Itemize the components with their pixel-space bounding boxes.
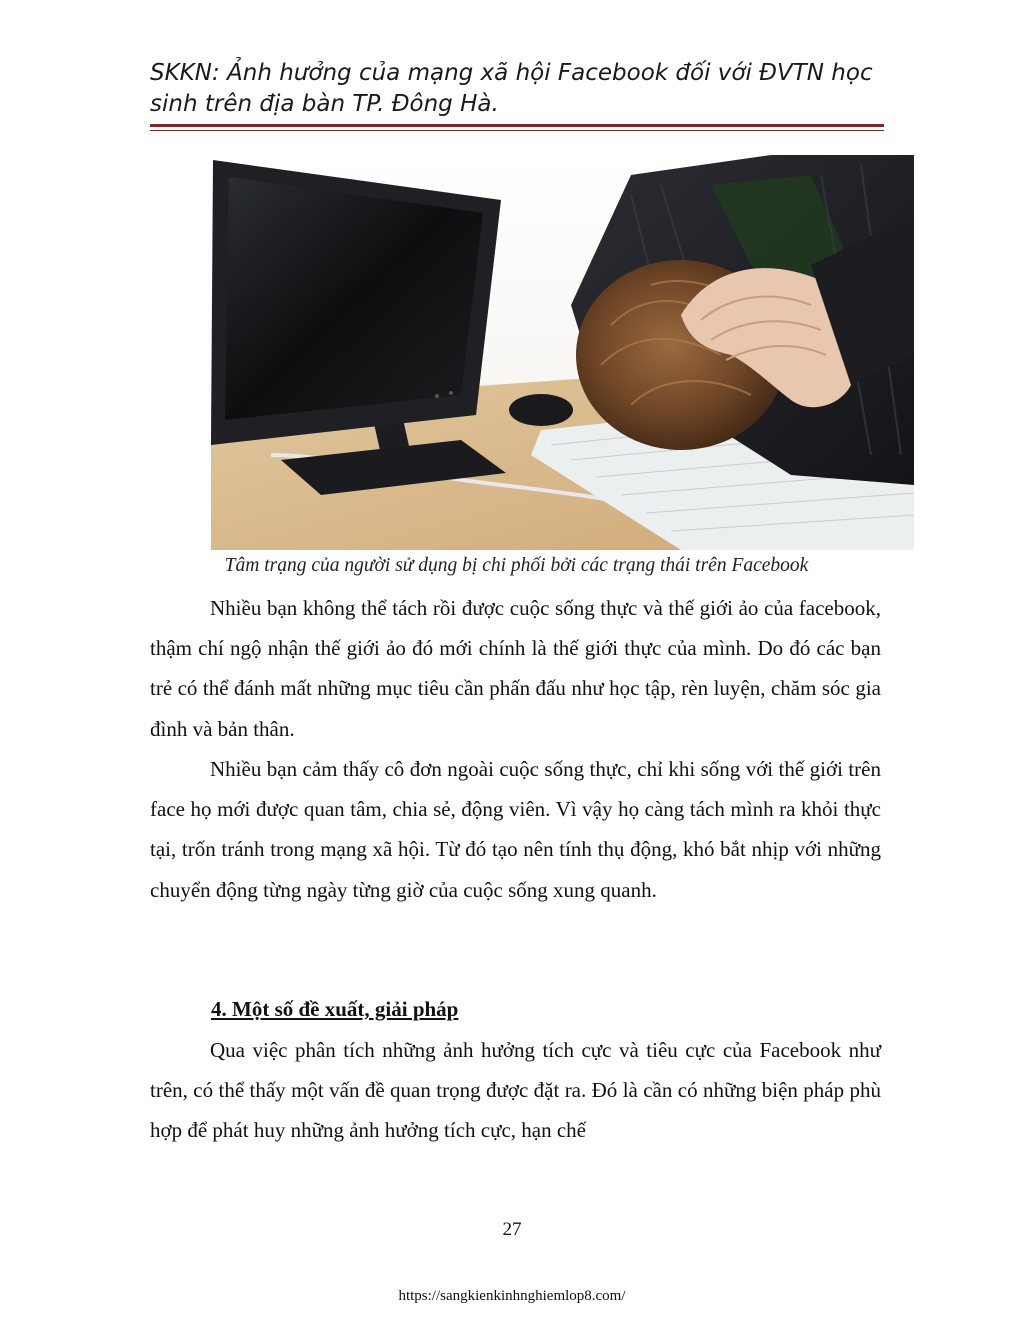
figure-caption: Tâm trạng của người sử dụng bị chi phối bởi các trạng thái trên Facebook	[224, 555, 809, 576]
header-rule-thick	[150, 124, 884, 127]
page-header-title: SKKN: Ảnh hưởng của mạng xã hội Facebook đối với ĐVTN học sinh trên địa bàn TP. Đông Hà.	[150, 60, 873, 117]
body-paragraph: Nhiều bạn không thể tách rồi được cuộc sống thực và thế giới ảo của facebook, thậm chí ngộ nhận thế giới ảo đó mới chính là thế giới thực của mình. Do đó các bạn trẻ có thể đánh mất những mục tiêu cần phấn đấu như học tập, rèn luyện, chăm sóc gia đình và bản thân.	[150, 596, 881, 741]
header-rule-thin	[150, 130, 884, 131]
figure-photo	[211, 155, 914, 550]
page-number: 27	[502, 1219, 522, 1240]
footer-url[interactable]: https://sangkienkinhnghiemlop8.com/	[398, 1288, 626, 1304]
body-paragraph: Nhiều bạn cảm thấy cô đơn ngoài cuộc sống thực, chỉ khi sống với thế giới trên face họ mới được quan tâm, chia sẻ, động viên. Vì vậy họ càng tách mình ra khỏi thực tại, trốn tránh trong mạng xã hội. Từ đó tạo nên tính thụ động, khó bắt nhịp với những chuyển động từng ngày từng giờ của cuộc sống xung quanh.	[150, 757, 881, 902]
section-heading: 4. Một số đề xuất, giải pháp	[211, 997, 459, 1021]
body-paragraph: Qua việc phân tích những ảnh hưởng tích cực và tiêu cực của Facebook như trên, có thể thấy một vấn đề quan trọng được đặt ra. Đó là cần có những biện pháp phù hợp để phát huy những ảnh hưởng tích cực, hạn chế	[150, 1038, 881, 1143]
